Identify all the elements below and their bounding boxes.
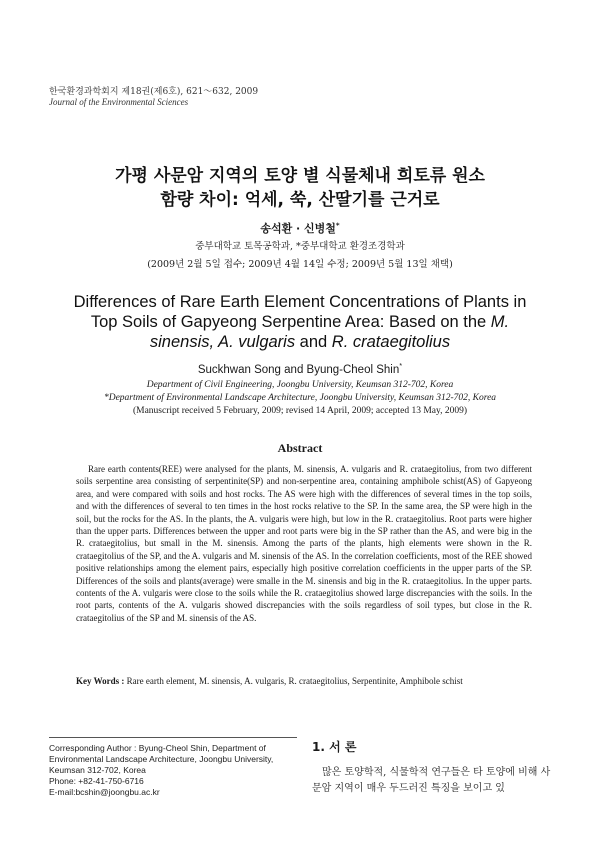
english-title-line-3-and: and bbox=[295, 333, 332, 351]
english-title-line-2 bbox=[50, 312, 550, 332]
corresponding-email: E-mail:bcshin@joongbu.ac.kr bbox=[49, 787, 160, 797]
corresponding-line-1: Corresponding Author : Byung-Cheol Shin, Department of bbox=[49, 743, 266, 753]
korean-title-line-2: 함량 차이: 억세, 쑥, 산딸기를 근거로 bbox=[160, 190, 440, 210]
keywords bbox=[76, 676, 546, 686]
english-author-mark: * bbox=[399, 361, 403, 370]
english-title-line-3-species-1: sinensis, A. vulgaris bbox=[149, 333, 296, 351]
english-title-line-2-italic: M. bbox=[490, 313, 510, 331]
english-author-names: Suckhwan Song and Byung-Cheol Shin bbox=[197, 363, 400, 376]
korean-title-line-1: 가평 사문암 지역의 토양 별 식물체내 희토류 원소 bbox=[115, 166, 485, 186]
footnote-divider bbox=[49, 737, 297, 738]
corresponding-author bbox=[49, 743, 299, 798]
journal-reference: 한국환경과학회지 제18권(제6호), 621～632, 2009 bbox=[49, 87, 259, 97]
english-title-line-3-species-2: R. crataegitolius bbox=[331, 333, 451, 351]
corresponding-line-3: Keumsan 312-702, Korea bbox=[49, 765, 146, 775]
introduction-body: 많은 토양학적, 식물학적 연구들은 타 토양에 비해 사문암 지역이 매우 두드러진 특징을 보이고 있 bbox=[312, 767, 551, 794]
english-authors bbox=[40, 361, 560, 376]
korean-authors bbox=[40, 220, 560, 236]
korean-dates: (2009년 2월 5일 접수; 2009년 4월 14일 수정; 2009년 5월 13일 채택) bbox=[147, 259, 453, 270]
english-title-line-2-text: Top Soils of Gapyeong Serpentine Area: Based on the bbox=[90, 313, 491, 331]
abstract-heading: Abstract bbox=[277, 441, 323, 455]
korean-author-mark: * bbox=[335, 220, 340, 230]
english-title-line-1: Differences of Rare Earth Element Concentrations of Plants in bbox=[73, 293, 527, 311]
korean-affiliation: 중부대학교 토목공학과, *중부대학교 환경조경학과 bbox=[195, 241, 405, 252]
korean-author-names: 송석환 · 신병철 bbox=[260, 222, 336, 235]
corresponding-line-2: Environmental Landscape Architecture, Joongbu University, bbox=[49, 754, 274, 764]
keywords-text: Rare earth element, M. sinensis, A. vulgaris, R. crataegitolius, Serpentinite, Amphibole schist bbox=[124, 676, 463, 686]
english-affiliation-2: *Department of Environmental Landscape Architecture, Joongbu University, Keumsan 312-702, Korea bbox=[103, 393, 497, 403]
keywords-label: Key Words : bbox=[76, 676, 125, 686]
english-title-line-3 bbox=[50, 332, 550, 352]
abstract-body: Rare earth contents(REE) were analysed for the plants, M. sinensis, A. vulgaris and R. crataegitolius, from two different soils serpentine area consisting of serpentinite(SP) and non-serpentine area, containing amphibole schist(AS) of Gapyeong area, and were compared with soils and host rocks. The AS were high with the differences of several times in the top soils, and with the differences of several to ten times in the host rocks relative to the SP. In the same area, the SP were high in the soil, but the rocks for the AS. In the plants, the A. vulgaris were high, but low in the R. crataegitolius. Root parts were higher than the upper parts. Differences between the upper and root parts were big in the SP rather than the AS, and were big in the R. crataegitolius, but small in the M. sinensis. Among the parts of the plants, high elements were shown in the R. crataegitolius of the SP, and the A. vulgaris and M. sinensis of the AS. In the correlation coefficients, most of the REE showed positive relationships among the element pairs, especially high positive correlation coefficients in the upper parts of the SP. Differences of the soils and plants(average) were smalle in the M. sinensis and big in the R. crataegitolius. In the upper parts. contents of the A. vulgaris were close to the soils while the R. crataegitolius showed large discrepancies with the soils. In the root parts, contents of the A. vulgaris showed discrepancies with the soils regardless of soil types, but close in the R. crataegitolius of the SP and M. sinensis of the AS. bbox=[76, 464, 532, 623]
corresponding-phone: Phone: +82-41-750-6716 bbox=[49, 776, 144, 786]
english-affiliation-1: Department of Civil Engineering, Joongbu University, Keumsan 312-702, Korea bbox=[146, 380, 454, 390]
section-heading-introduction: 1. 서 론 bbox=[312, 740, 357, 754]
manuscript-dates: (Manuscript received 5 February, 2009; revised 14 April, 2009; accepted 13 May, 2009) bbox=[132, 406, 468, 416]
journal-name: Journal of the Environmental Sciences bbox=[49, 97, 189, 107]
